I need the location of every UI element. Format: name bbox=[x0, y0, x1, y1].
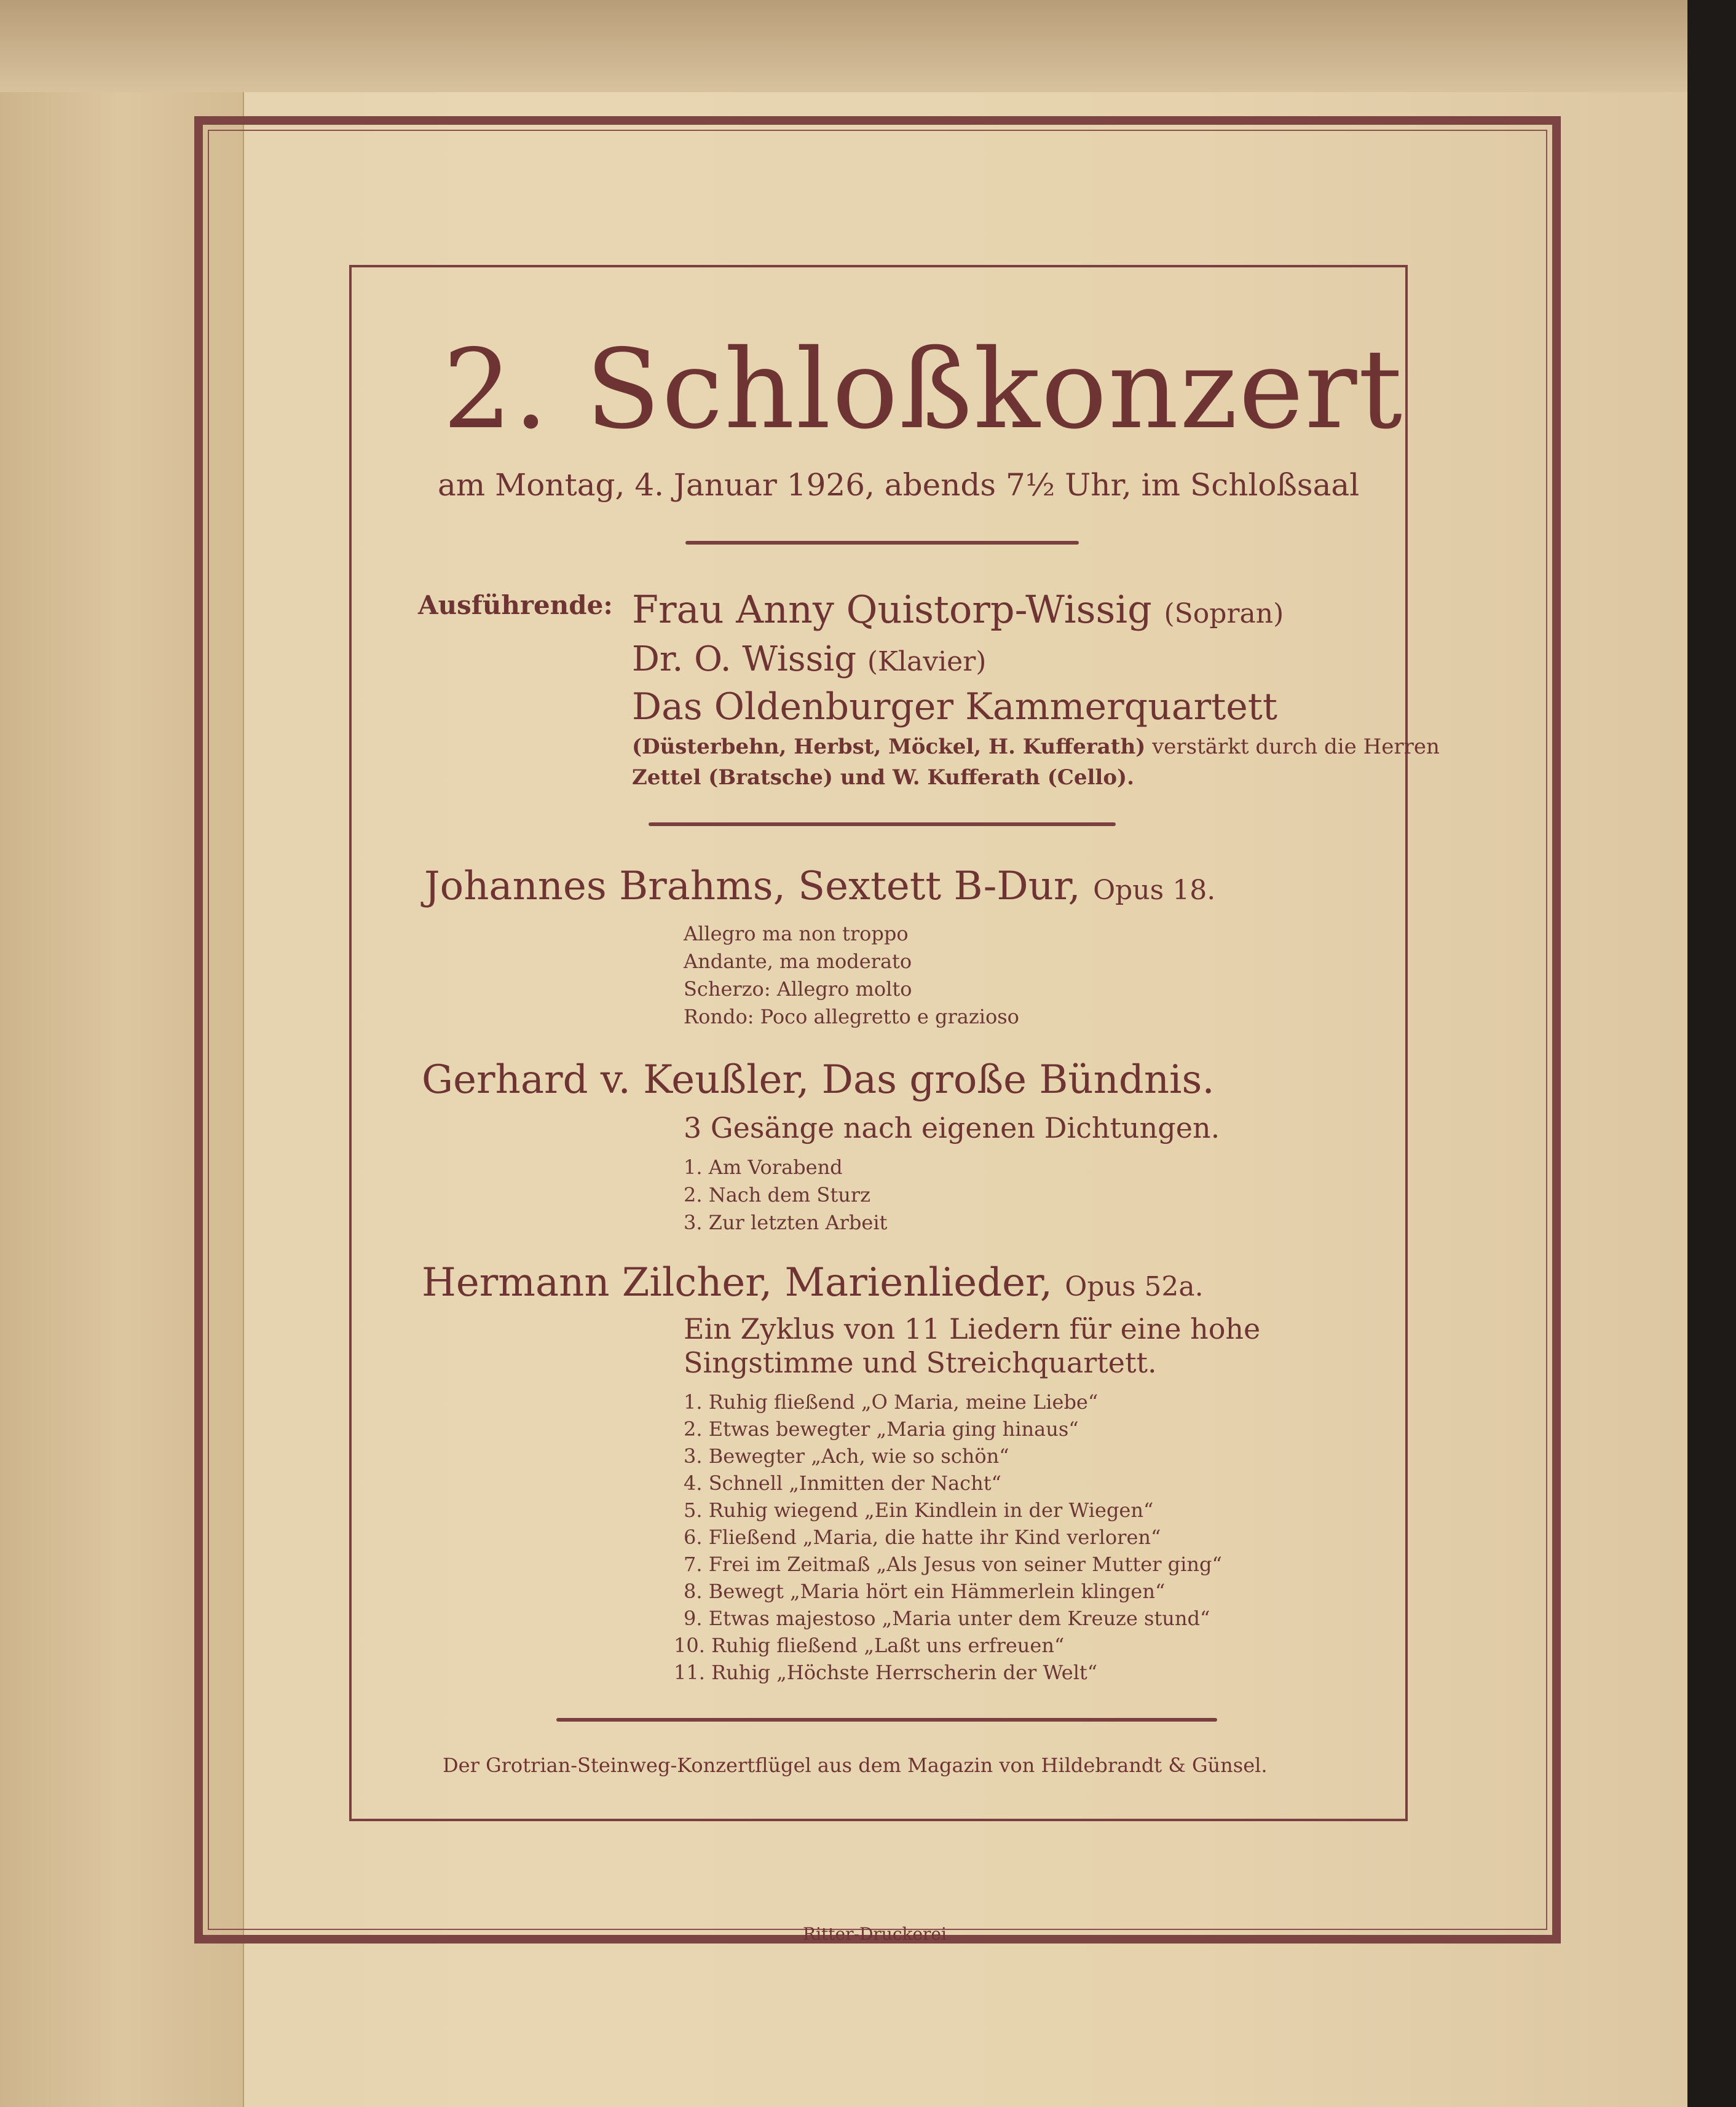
work-3-song-4: 4. Schnell „Inmitten der Nacht“ bbox=[684, 1471, 1001, 1495]
performer-1-role: (Sopran) bbox=[1164, 598, 1284, 629]
divider-top bbox=[685, 541, 1079, 545]
work-2-song-1: 1. Am Vorabend bbox=[684, 1156, 843, 1179]
work-1-movement-2: Andante, ma moderato bbox=[684, 950, 912, 973]
work-3-song-9: 9. Etwas majestoso „Maria unter dem Kreuze stund“ bbox=[684, 1607, 1210, 1630]
work-1-movement-4: Rondo: Poco allegretto e grazioso bbox=[684, 1005, 1019, 1028]
work-2-song-3: 3. Zur letzten Arbeit bbox=[684, 1211, 888, 1234]
performers-label: Ausführende: bbox=[418, 590, 613, 620]
performer-line-3: Das Oldenburger Kammerquartett bbox=[632, 685, 1277, 728]
concert-date-line: am Montag, 4. Januar 1926, abends 7½ Uhr, im Schloßsaal bbox=[438, 467, 1360, 503]
divider-middle bbox=[649, 822, 1116, 826]
concert-title: 2. Schloßkonzert bbox=[443, 326, 1404, 453]
work-1-heading bbox=[424, 864, 1215, 909]
divider-bottom bbox=[556, 1718, 1217, 1722]
work-3-song-7: 7. Frei im Zeitmaß „Als Jesus von seiner Mutter ging“ bbox=[684, 1553, 1222, 1576]
work-3-song-6: 6. Fließend „Maria, die hatte ihr Kind verloren“ bbox=[684, 1526, 1161, 1549]
performer-line-5: Zettel (Bratsche) und W. Kufferath (Cello). bbox=[632, 765, 1134, 790]
work-1-opus: Opus 18. bbox=[1093, 875, 1216, 906]
work-3-subheading-1: Ein Zyklus von 11 Liedern für eine hohe bbox=[684, 1312, 1261, 1345]
printer-credit: Ritter-Druckerei bbox=[803, 1924, 947, 1944]
work-3-subheading-2: Singstimme und Streichquartett. bbox=[684, 1346, 1157, 1379]
work-2-song-2: 2. Nach dem Sturz bbox=[684, 1183, 870, 1207]
work-3-song-2: 2. Etwas bewegter „Maria ging hinaus“ bbox=[684, 1417, 1079, 1441]
work-3-song-1: 1. Ruhig fließend „O Maria, meine Liebe“ bbox=[684, 1390, 1099, 1414]
performer-line-1 bbox=[632, 587, 1284, 632]
performer-1-name: Frau Anny Quistorp-Wissig bbox=[632, 587, 1152, 632]
page-top-edge bbox=[0, 0, 1687, 92]
work-2-subheading: 3 Gesänge nach eigenen Dichtungen. bbox=[684, 1111, 1220, 1144]
work-1-title: Johannes Brahms, Sextett B-Dur, bbox=[424, 864, 1081, 909]
work-3-song-8: 8. Bewegt „Maria hört ein Hämmerlein klingen“ bbox=[684, 1580, 1166, 1603]
work-3-heading bbox=[422, 1260, 1204, 1306]
quartet-reinforced: verstärkt durch die Herren bbox=[1152, 734, 1440, 759]
work-3-song-3: 3. Bewegter „Ach, wie so schön“ bbox=[684, 1444, 1009, 1468]
work-3-song-10: 10. Ruhig fließend „Laßt uns erfreuen“ bbox=[674, 1634, 1065, 1657]
piano-sponsor-note: Der Grotrian-Steinweg-Konzertflügel aus dem Magazin von Hildebrandt & Günsel. bbox=[443, 1754, 1268, 1777]
performer-line-4 bbox=[632, 734, 1440, 759]
quartet-members: (Düsterbehn, Herbst, Möckel, H. Kufferath) bbox=[632, 734, 1146, 759]
work-2-heading: Gerhard v. Keußler, Das große Bündnis. bbox=[422, 1057, 1215, 1103]
performer-2-name: Dr. O. Wissig bbox=[632, 639, 857, 679]
work-1-movement-1: Allegro ma non troppo bbox=[684, 922, 909, 945]
work-3-title: Hermann Zilcher, Marienlieder, bbox=[422, 1260, 1052, 1306]
performer-line-2 bbox=[632, 639, 986, 679]
work-3-song-11: 11. Ruhig „Höchste Herrscherin der Welt“ bbox=[674, 1661, 1098, 1684]
work-3-opus: Opus 52a. bbox=[1065, 1271, 1204, 1302]
performer-2-role: (Klavier) bbox=[867, 646, 987, 677]
work-3-song-5: 5. Ruhig wiegend „Ein Kindlein in der Wiegen“ bbox=[684, 1499, 1154, 1522]
work-1-movement-3: Scherzo: Allegro molto bbox=[684, 977, 912, 1001]
